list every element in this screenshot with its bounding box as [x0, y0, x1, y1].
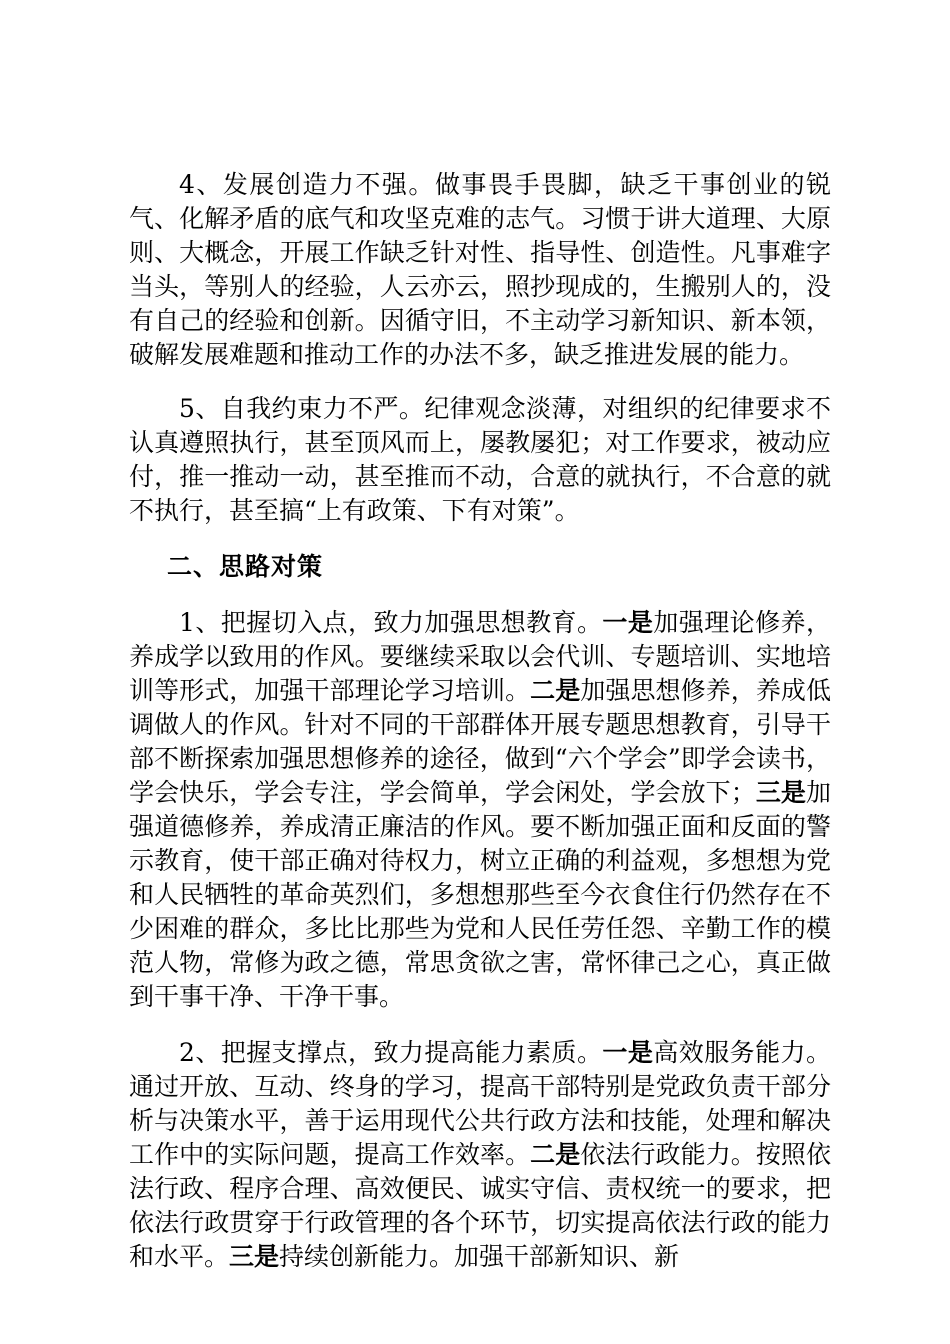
- item-2-marker-1: 一是: [602, 1038, 654, 1067]
- item-1-text-2: 加强思想修养，养成低调做人的作风。针对不同的干部群体开展专题思想教育，引导干部不断探索加强思想修养的途径，做到“六个学会”即学会读书，学会快乐，学会专注，学会简单，学会闲处，学会放下；: [129, 676, 831, 807]
- paragraph-5-text: 5、自我约束力不严。纪律观念淡薄，对组织的纪律要求不认真遵照执行，甚至顶风而上，屡教屡犯；对工作要求，被动应付，推一推动一动，甚至推而不动，合意的就执行，不合意的就不执行，甚至搞“上有政策、下有对策”。: [129, 394, 831, 525]
- item-2-marker-3: 三是: [229, 1242, 280, 1271]
- paragraph-5: [129, 392, 831, 528]
- item-1-marker-2: 二是: [530, 676, 581, 705]
- item-1-lead: 1、把握切入点，致力加强思想教育。: [179, 608, 603, 637]
- item-1-paragraph: [129, 606, 831, 1014]
- paragraph-4-text: 4、发展创造力不强。做事畏手畏脚，缺乏干事创业的锐气、化解矛盾的底气和攻坚克难的志气。习惯于讲大道理、大原则、大概念，开展工作缺乏针对性、指导性、创造性。凡事难字当头，等别人的经验，人云亦云，照抄现成的，生搬别人的，没有自己的经验和创新。因循守旧，不主动学习新知识、新本领，破解发展难题和推动工作的办法不多，缺乏推进发展的能力。: [129, 170, 831, 369]
- item-2-text-2: 依法行政能力。按照依法行政、程序合理、高效便民、诚实守信、责权统一的要求，把依法行政贯穿于行政管理的各个环节，切实提高依法行政的能力和水平。: [129, 1140, 831, 1271]
- item-2-text-1: 高效服务能力。通过开放、互动、终身的学习，提高干部特别是党政负责干部分析与决策水平，善于运用现代公共行政方法和技能，处理和解决工作中的实际问题，提高工作效率。: [129, 1038, 831, 1169]
- item-1-marker-3: 三是: [755, 778, 806, 807]
- section-heading-2: 二、思路对策: [167, 552, 324, 581]
- item-2-marker-2: 二是: [530, 1140, 581, 1169]
- item-1-marker-1: 一是: [602, 608, 654, 637]
- paragraph-4: [129, 168, 831, 372]
- item-2-paragraph: [129, 1036, 831, 1274]
- item-1-text-3: 加强道德修养，养成清正廉洁的作风。要不断加强正面和反面的警示教育，使干部正确对待权力，树立正确的利益观，多想想为党和人民牺牲的革命英烈们，多想想那些至今衣食住行仍然存在不少困难的群众，多比比那些为党和人民任劳任怨、辛勤工作的模范人物，常修为政之德，常思贪欲之害，常怀律己之心，真正做到干事干净、干净干事。: [129, 778, 831, 1011]
- item-2-text-3: 持续创新能力。加强干部新知识、新: [279, 1242, 680, 1271]
- item-2-lead: 2、把握支撑点，致力提高能力素质。: [179, 1038, 603, 1067]
- item-1-text-1: 加强理论修养，养成学以致用的作风。要继续采取以会代训、专题培训、实地培训等形式，加强干部理论学习培训。: [129, 608, 831, 705]
- document-page: [129, 168, 831, 1296]
